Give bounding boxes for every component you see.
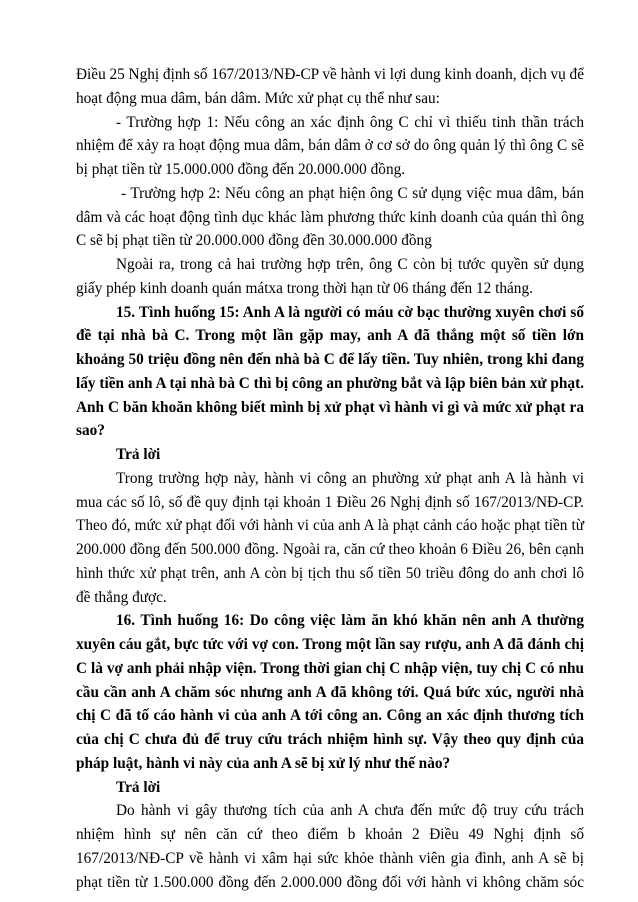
paragraph-additional-penalty (76, 253, 584, 301)
text-line: bị phạt tiền từ 15.000.000 đồng đến 20.000.000 đồng. (76, 161, 406, 178)
text-line: hình thức xử phạt trên, anh A còn bị tịch thu số tiền 50 triều đông do anh chơi lô (76, 564, 584, 582)
text-line: Trả lời (116, 778, 161, 796)
question-15 (76, 301, 584, 444)
text-line: Ngoài ra, trong cả hai trường hợp trên, ông C còn bị tước quyền sử dụng (116, 256, 584, 273)
document-page (76, 63, 584, 894)
text-line: nhiệm hình sự nên căn cứ theo điểm b khoản 2 Điều 49 Nghị định số (76, 826, 584, 843)
text-line: pháp luật, hành vi này của anh A sẽ bị xử lý như thế nào? (76, 754, 451, 772)
paragraph-case-1 (76, 111, 584, 182)
paragraph-case-2 (76, 182, 584, 253)
text-line: sao? (76, 422, 105, 440)
answer-heading-16 (76, 776, 584, 800)
text-line: 16. Tình huống 16: Do công việc làm ăn khó khăn nên anh A thường (116, 612, 584, 630)
text-line: - Trường hợp 1: Nếu công an xác định ông C chỉ vì thiếu tinh thần trách (116, 113, 584, 131)
text-line: xuyên cáu gắt, bực tức với vợ con. Trong một lần say rượu, anh A đã đánh chị (76, 636, 584, 653)
text-line: hoạt động mua dâm, bán dâm. Mức xử phạt cụ thể như sau: (76, 89, 440, 107)
answer-16 (76, 799, 584, 894)
text-line: 200.000 đồng đến 500.000 đồng. Ngoài ra, căn cứ theo khoản 6 Điều 26, bên cạnh (76, 541, 584, 558)
answer-15 (76, 467, 584, 610)
paragraph-penalty-intro (76, 63, 584, 111)
text-line: giấy phép kinh doanh quán mátxa trong thời hạn từ 06 tháng đến 12 tháng. (76, 279, 533, 297)
text-line: 15. Tình huống 15: Anh A là người có máu cờ bạc thường xuyên chơi số (116, 303, 584, 321)
answer-heading-15 (76, 443, 584, 467)
text-line: của chị C chưa đủ để truy cứu trách nhiệm hình sự. Vậy theo quy định của (76, 731, 584, 748)
text-line: C sẽ bị phạt tiền từ 20.000.000 đồng đền 30.000.000 đồng (76, 232, 432, 250)
text-line: Anh C băn khoăn không biết mình bị xử phạt vì hành vi gì và mức xử phạt ra (76, 398, 584, 416)
text-line: 167/2013/NĐ-CP về hành vi xâm hại sức khỏe thành viên gia đình, anh A sẽ bị (76, 849, 584, 867)
text-line: dâm và các hoạt động tình dục khác làm phương thức kinh doanh của quán thì ông (76, 208, 584, 226)
text-line: cầu cần anh A chăm sóc nhưng anh A đã không tới. Quá bức xúc, người nhà (76, 683, 584, 701)
text-line: Điều 25 Nghị định số 167/2013/NĐ-CP về hành vi lợi dung kinh doanh, dịch vụ để (76, 66, 584, 83)
question-16 (76, 609, 584, 775)
text-line: Trả lời (116, 446, 161, 463)
text-line: Theo đó, mức xử phạt đối với hành vi của anh A là phạt cảnh cáo hoặc phạt tiền từ (76, 517, 584, 535)
text-line: chị C đã tố cáo hành vi của anh A tới công an. Công an xác định thương tích (76, 707, 584, 725)
text-line: mua các số lô, số đề quy định tại khoản 1 Điều 26 Nghị định số 167/2013/NĐ-CP. (76, 493, 584, 511)
text-line: C là vợ anh phải nhập viện. Trong thời gian chị C nhập viện, tuy chị C có nhu (76, 659, 584, 677)
text-line: đề thắng được. (76, 588, 167, 606)
text-line: đề tại nhà bà C. Trong một lần gặp may, anh A đã thắng một số tiền lớn (76, 327, 584, 345)
text-line: lấy tiền anh A tại nhà bà C thì bị công an phường bắt và lập biên bản xử phạt. (76, 374, 584, 392)
text-line: nhiệm để xảy ra hoạt động mua dâm, bán dâm ở cơ sở do ông quản lý thì ông C sẽ (76, 137, 584, 155)
text-line: Trong trường hợp này, hành vi công an phường xử phạt anh A là hành vi (116, 469, 584, 487)
text-line: khoảng 50 triệu đồng nên đến nhà bà C để lấy tiền. Tuy nhiên, trong khi đang (76, 351, 584, 368)
text-line: Do hành vi gây thương tích của anh A chưa đến mức độ truy cứu trách (116, 802, 584, 820)
text-line: phạt tiền từ 1.500.000 đồng đến 2.000.000 đồng đối với hành vi không chăm sóc (76, 873, 584, 891)
text-line: - Trường hợp 2: Nếu công an phạt hiện ông C sử dụng việc mua dâm, bán (121, 184, 584, 202)
